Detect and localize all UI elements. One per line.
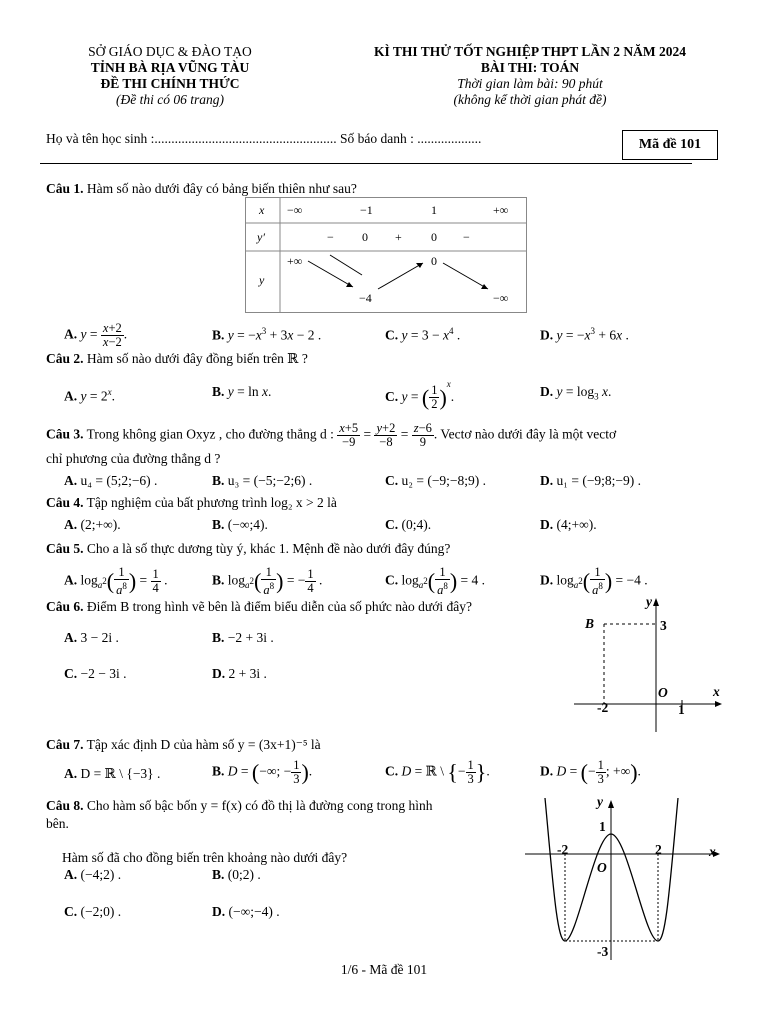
point-b-label: B	[585, 616, 595, 631]
q3-option-d[interactable]	[540, 472, 641, 490]
option-label: B.	[212, 517, 225, 532]
q8-option-c[interactable]	[64, 903, 121, 921]
q3-option-c[interactable]	[385, 472, 486, 490]
q6-option-a[interactable]	[64, 629, 119, 647]
page-count-note: (Đề thi có 06 trang)	[116, 92, 224, 107]
q5-option-b[interactable]: B. $\log_{a^2}$( $\frac{1}{a^8}$ ) = − $\frac{1}{4}$ .	[212, 565, 323, 598]
question-8	[46, 797, 433, 815]
vt-sign-3: −	[463, 230, 470, 244]
option-label: C.	[385, 327, 399, 343]
option-label: B.	[212, 473, 225, 488]
option-label: B.	[212, 327, 225, 343]
q6-option-b[interactable]	[212, 629, 274, 647]
duration: Thời gian làm bài: 90 phút	[457, 76, 603, 91]
question-label: Câu 7.	[46, 737, 84, 752]
header-left	[40, 44, 300, 108]
question-text-cont: . Vectơ nào dưới đây là một vectơ	[433, 426, 617, 442]
vt-sign-2: +	[395, 230, 402, 244]
q7-option-c[interactable]: C. D = ℝ \ {− $\frac{1}{3}$ }.	[385, 758, 490, 786]
option-label: A.	[64, 326, 78, 342]
q1-option-a[interactable]: A. y = $\frac{x+2}{x-2}$ .	[64, 321, 128, 349]
y-tick-3: 3	[660, 618, 667, 633]
right-root-label: 2	[655, 842, 662, 857]
exam-code-box: Mã đề 101	[622, 130, 718, 160]
q5-option-d[interactable]: D. $\log_{a^2}$( $\frac{1}{a^8}$ ) = −4 .	[540, 565, 648, 598]
vt-y-max: 0	[431, 254, 437, 268]
vt-x-minus1: −1	[360, 203, 373, 217]
q4-option-a[interactable]	[64, 516, 121, 534]
q4-option-d[interactable]	[540, 516, 597, 534]
q3-option-b[interactable]	[212, 472, 312, 490]
option-label: C.	[64, 904, 78, 919]
q7-option-d[interactable]: D. D = (− $\frac{1}{3}$ ; +∞).	[540, 758, 641, 786]
page-footer: 1/6 - Mã đề 101	[340, 962, 428, 977]
vt-y-pos-inf: +∞	[287, 254, 303, 268]
option-text: D = ℝ \ {−3} .	[80, 766, 161, 781]
option-label: C.	[64, 666, 78, 681]
header-right	[340, 44, 720, 108]
option-label: D.	[540, 327, 554, 343]
question-8-line2: bên.	[46, 816, 69, 831]
q6-option-c[interactable]	[64, 665, 126, 683]
option-label: D.	[540, 473, 554, 488]
q1-option-c[interactable]: C. $y = 3 - x^4$ .	[385, 326, 461, 343]
q6-figure	[570, 594, 730, 734]
option-label: C.	[385, 389, 399, 404]
vt-x-pos-inf: +∞	[493, 203, 509, 217]
option-label: B.	[212, 572, 225, 588]
y-arrow-icon	[608, 800, 614, 808]
option-label: A.	[64, 630, 78, 645]
option-text: (4;+∞).	[556, 517, 597, 532]
question-3-line2: chỉ phương của đường thẳng d ?	[46, 451, 221, 466]
question-text: Hàm số nào dưới đây đồng biến trên ℝ ?	[86, 351, 308, 366]
quartic-graph-svg	[525, 794, 725, 960]
x-arrow-icon	[715, 701, 722, 707]
option-label: C.	[385, 572, 399, 588]
question-text: Trong không gian Oxyz , cho đường thẳng d :	[86, 426, 334, 442]
q1-option-d[interactable]: D. $y = -x^3 + 6x$ .	[540, 326, 629, 343]
option-text: (0;2) .	[227, 867, 261, 882]
q4-option-c[interactable]	[385, 516, 431, 534]
option-label: B.	[212, 867, 225, 882]
option-text: (0;4).	[401, 517, 432, 532]
q8-figure	[525, 794, 725, 960]
question-label: Câu 2.	[46, 351, 84, 366]
vt-x-1: 1	[431, 203, 437, 217]
question-label: Câu 8.	[46, 798, 84, 813]
question-3: Câu 3. Trong không gian Oxyz , cho đường thẳng d : $\frac{x+5}{-9}$ = $\frac{y+2}{-8}$ = $\frac{z-6}{9}$ . Vectơ nào dưới đây là một vectơ	[46, 421, 617, 449]
option-label: A.	[64, 473, 78, 488]
option-text: (−∞;−4) .	[228, 904, 280, 919]
y-arrow-icon	[653, 598, 659, 606]
header-divider	[40, 163, 692, 164]
question-5	[46, 540, 450, 558]
vt-x-label: x	[259, 203, 265, 217]
option-label: A.	[64, 388, 78, 404]
q2-option-b[interactable]: B. y = ln x.	[212, 384, 272, 399]
option-text: u₄ = (5;2;−6) .	[80, 473, 158, 488]
province-name: TỈNH BÀ RỊA VŨNG TÀU	[90, 60, 250, 75]
option-text: (2;+∞).	[80, 517, 121, 532]
question-text: Điểm B trong hình vẽ bên là điểm biểu diễn của số phức nào dưới đây?	[86, 599, 472, 614]
x-axis-label: x	[709, 844, 716, 859]
question-6	[46, 598, 472, 616]
complex-plane-svg	[570, 594, 730, 734]
question-label: Câu 4.	[46, 495, 84, 510]
q6-option-d[interactable]	[212, 665, 267, 683]
y-axis-label: y	[597, 794, 603, 809]
option-text: u₃ = (−5;−2;6) .	[227, 473, 313, 488]
q1-option-b[interactable]: B. $y = -x^3 + 3x - 2$ .	[212, 326, 322, 343]
option-label: D.	[540, 572, 554, 588]
left-root-label: -2	[557, 842, 569, 857]
question-8-prompt: Hàm số đã cho đồng biến trên khoảng nào dưới đây?	[62, 850, 348, 865]
question-1	[46, 180, 357, 198]
x-tick-1: 1	[678, 702, 685, 717]
question-text: Tập xác định D của hàm số y = (3x+1)⁻⁵ là	[86, 737, 321, 752]
x-tick-neg2: -2	[597, 700, 609, 715]
option-label: D.	[540, 517, 554, 532]
option-label: C.	[385, 473, 399, 488]
vt-zero-2: 0	[431, 230, 437, 244]
q3-option-a[interactable]	[64, 472, 157, 490]
vt-zero-1: 0	[362, 230, 368, 244]
option-label: C.	[385, 763, 399, 779]
option-text: 2 + 3i .	[228, 666, 267, 681]
q2-option-d[interactable]: D. $y = \log_3 x$.	[540, 384, 612, 402]
origin-label: O	[658, 685, 668, 700]
vt-sign-1: −	[327, 230, 334, 244]
option-label: D.	[212, 904, 226, 919]
question-7	[46, 736, 321, 754]
option-label: A.	[64, 517, 78, 532]
q2-option-a[interactable]: A. $y = 2^x$.	[64, 387, 115, 404]
vt-y-min: −4	[359, 291, 372, 305]
option-text: 3 − 2i .	[80, 630, 119, 645]
y-axis-label: y	[646, 594, 652, 609]
origin-label: O	[597, 860, 607, 875]
exam-status: ĐỀ THI CHÍNH THỨC	[100, 76, 240, 91]
option-text: −2 − 3i .	[80, 666, 127, 681]
question-text: Hàm số nào dưới đây có bảng biến thiên như sau?	[86, 181, 357, 196]
duration-note: (không kể thời gian phát đề)	[453, 92, 607, 107]
option-label: A.	[64, 766, 78, 781]
question-text: Cho hàm số bậc bốn y = f(x) có đồ thị là đường cong trong hình	[86, 798, 433, 813]
option-text: −2 + 3i .	[227, 630, 274, 645]
q7-option-a[interactable]	[64, 765, 160, 783]
student-info-line: Họ và tên học sinh :...................................................... Số báo danh : ...................	[46, 131, 482, 146]
vt-x-neg-inf: −∞	[287, 203, 303, 217]
department-name: SỞ GIÁO DỤC & ĐÀO TẠO	[88, 44, 252, 59]
question-2	[46, 350, 308, 368]
q8-option-d[interactable]	[212, 903, 280, 921]
max-label: 1	[599, 819, 606, 834]
question-label: Câu 5.	[46, 541, 84, 556]
option-text: (−4;2) .	[80, 867, 122, 882]
option-text: u₂ = (−9;−8;9) .	[401, 473, 487, 488]
exam-title: KÌ THI THỬ TỐT NGHIỆP THPT LẦN 2 NĂM 2024	[374, 44, 686, 59]
question-text: Cho a là số thực dương tùy ý, khác 1. Mệnh đề nào dưới đây đúng?	[86, 541, 451, 556]
q2-option-c[interactable]: C. y = ( $\frac{1}{2}$ )$^x$.	[385, 379, 455, 412]
question-text: Tập nghiệm của bất phương trình log₂ x > 2 là	[86, 495, 337, 510]
option-label: B.	[212, 763, 225, 779]
question-label: Câu 1.	[46, 181, 84, 196]
q7-option-b[interactable]: B. D = (−∞; − $\frac{1}{3}$ ).	[212, 758, 313, 786]
q4-option-b[interactable]	[212, 516, 268, 534]
variation-table	[245, 197, 527, 313]
option-label: D.	[212, 666, 226, 681]
q5-option-a[interactable]: A. $\log_{a^2}$( $\frac{1}{a^8}$ ) = $\frac{1}{4}$ .	[64, 565, 168, 598]
vt-yprime-label: y′	[257, 230, 265, 244]
question-label: Câu 6.	[46, 599, 84, 614]
vt-y-neg-inf: −∞	[493, 291, 509, 305]
subject: BÀI THI: TOÁN	[480, 60, 580, 75]
vt-y-label: y	[259, 273, 265, 287]
option-label: D.	[540, 763, 554, 779]
option-label: C.	[385, 517, 399, 532]
x-axis-label: x	[713, 684, 720, 699]
option-label: B.	[212, 630, 225, 645]
q5-option-c[interactable]: C. $\log_{a^2}$( $\frac{1}{a^8}$ ) = 4 .	[385, 565, 486, 598]
min-label: -3	[597, 944, 609, 959]
option-text: u₁ = (−9;8;−9) .	[556, 473, 642, 488]
question-label: Câu 3.	[46, 426, 84, 442]
option-text: (−∞;4).	[227, 517, 268, 532]
q8-option-a[interactable]	[64, 866, 121, 884]
option-text: (−2;0) .	[80, 904, 122, 919]
option-label: B.	[212, 384, 225, 399]
q8-option-b[interactable]	[212, 866, 261, 884]
question-4	[46, 494, 337, 512]
option-label: D.	[540, 384, 554, 399]
option-label: A.	[64, 867, 78, 882]
option-label: A.	[64, 572, 78, 588]
